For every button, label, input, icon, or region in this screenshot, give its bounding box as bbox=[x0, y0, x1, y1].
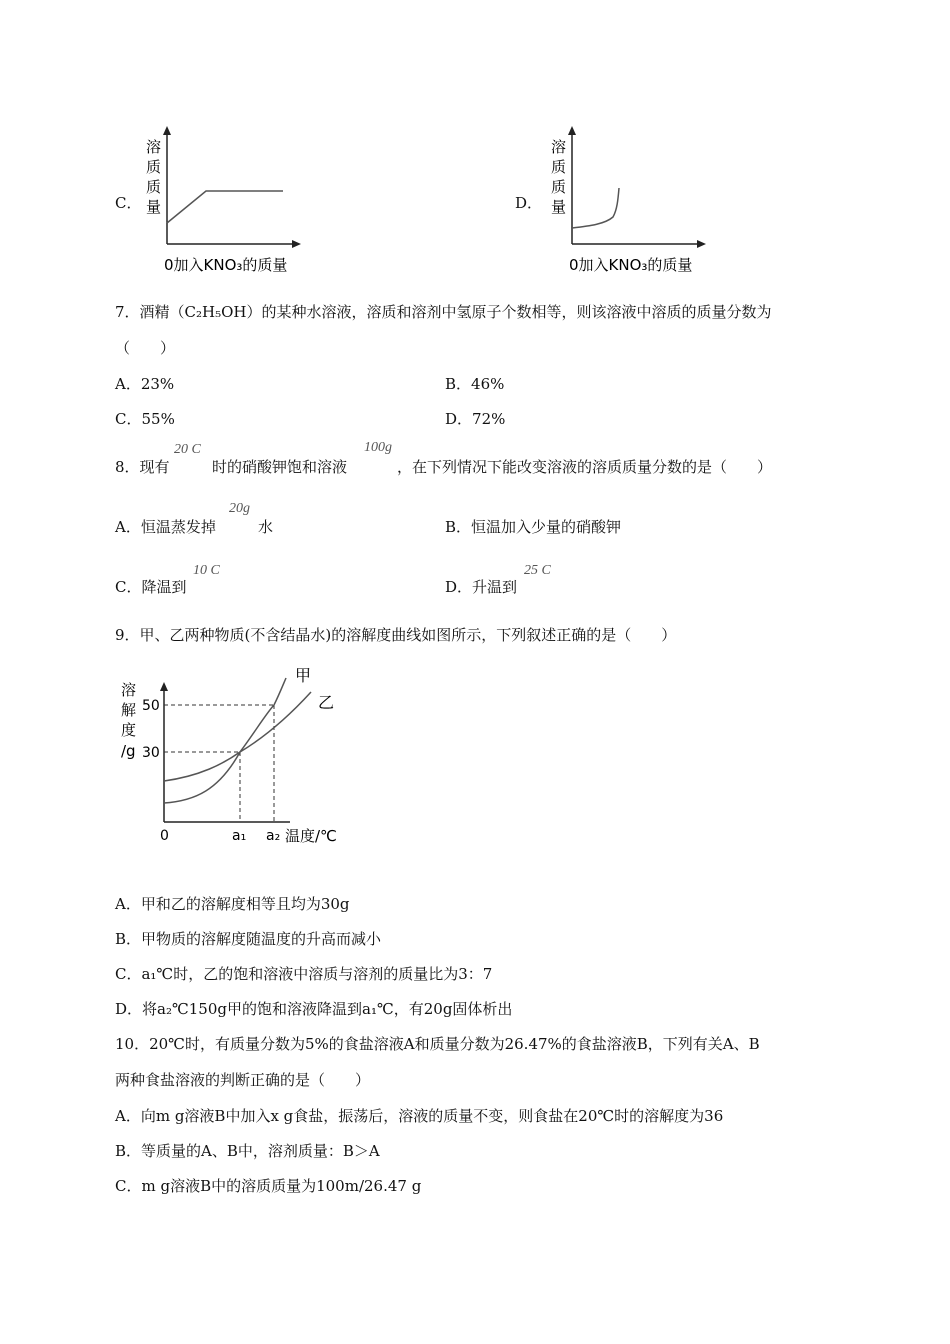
graph-d-ylabel-4: 量 bbox=[551, 198, 567, 216]
q9-option-a: A．甲和乙的溶解度相等且均为30g bbox=[115, 895, 350, 913]
q10-stem-2: 两种食盐溶液的判断正确的是（ ） bbox=[115, 1071, 371, 1089]
graph-d-x-arrow bbox=[697, 240, 706, 248]
chart-xtick-a1: a₁ bbox=[232, 828, 247, 844]
q9-stem: 9．甲、乙两种物质(不含结晶水)的溶解度曲线如图所示，下列叙述正确的是（ ） bbox=[115, 626, 677, 644]
q8-option-a-val: 20g bbox=[229, 501, 250, 516]
solubility-chart bbox=[115, 660, 355, 850]
q8-option-b: B．恒温加入少量的硝酸钾 bbox=[445, 518, 622, 536]
graph-d-curve bbox=[572, 188, 619, 228]
graph-c-curve bbox=[167, 191, 283, 223]
graph-c-ylabel-3: 质 bbox=[146, 178, 162, 196]
q8-stem-a: 8．现有 bbox=[115, 458, 170, 476]
graph-d-y-arrow bbox=[568, 126, 576, 135]
graph-d-ylabel-2: 质 bbox=[551, 158, 567, 176]
series-yi-label: 乙 bbox=[318, 693, 335, 712]
q7-option-c: C．55% bbox=[115, 410, 175, 428]
q10-stem: 10．20℃时，有质量分数为5%的食盐溶液A和质量分数为26.47%的食盐溶液B，下列有关A、B bbox=[115, 1035, 760, 1053]
graph-c-ylabel-4: 量 bbox=[146, 198, 162, 216]
chart-ylabel-1: 溶 bbox=[121, 681, 137, 699]
chart-origin: 0 bbox=[160, 828, 169, 844]
graph-d-ylabel-3: 质 bbox=[551, 178, 567, 196]
q10-option-b: B．等质量的A、B中，溶剂质量：B＞A bbox=[115, 1142, 380, 1160]
chart-ylabel-2: 解 bbox=[121, 701, 137, 719]
graph-c bbox=[140, 120, 320, 280]
q7-option-a: A．23% bbox=[115, 375, 175, 393]
chart-ylabel-3: 度 bbox=[121, 721, 137, 739]
q8-temp: 20 C bbox=[174, 442, 201, 457]
chart-y-arrow bbox=[160, 682, 168, 691]
graph-c-xlabel: 0加入KNO₃的质量 bbox=[164, 256, 288, 274]
q8-stem-c: ，在下列情况下能改变溶液的溶质质量分数的是（ ） bbox=[397, 458, 773, 476]
q7-option-b: B．46% bbox=[445, 375, 505, 393]
chart-ylabel-4: /g bbox=[121, 742, 136, 760]
series-jia-line bbox=[164, 678, 286, 803]
q7-blank: （ ） bbox=[115, 339, 176, 357]
q8-stem-b: 时的硝酸钾饱和溶液 bbox=[212, 458, 348, 476]
graph-c-y-arrow bbox=[163, 126, 171, 135]
q8-option-d-val: 25 C bbox=[524, 563, 551, 578]
q7-option-d: D．72% bbox=[445, 410, 506, 428]
chart-ytick-50: 50 bbox=[142, 698, 160, 714]
graph-c-ylabel-2: 质 bbox=[146, 158, 162, 176]
q9-option-d: D．将a₂℃150g甲的饱和溶液降温到a₁℃，有20g固体析出 bbox=[115, 1000, 513, 1018]
q8-option-a-post: 水 bbox=[258, 518, 274, 536]
q10-option-c: C．m g溶液B中的溶质质量为100m/26.47 g bbox=[115, 1177, 422, 1195]
graph-d-xlabel: 0加入KNO₃的质量 bbox=[569, 256, 693, 274]
series-jia-label: 甲 bbox=[295, 666, 312, 685]
q10-option-a: A．向m g溶液B中加入x g食盐，振荡后，溶液的质量不变，则食盐在20℃时的溶解度为36 bbox=[115, 1107, 724, 1125]
graph-d bbox=[545, 120, 725, 280]
q8-option-a-pre: A．恒温蒸发掉 bbox=[115, 518, 216, 536]
q7-stem: 7．酒精（C₂H₅OH）的某种水溶液，溶质和溶剂中氢原子个数相等，则该溶液中溶质的质量分数为 bbox=[115, 303, 772, 321]
q8-option-d-pre: D．升温到 bbox=[445, 578, 518, 596]
graph-c-ylabel-1: 溶 bbox=[146, 138, 162, 156]
graph-d-ylabel-1: 溶 bbox=[551, 138, 567, 156]
chart-xtick-a2: a₂ bbox=[266, 828, 281, 844]
q8-mass: 100g bbox=[364, 440, 392, 455]
option-d-label: D． bbox=[515, 194, 543, 212]
chart-xlabel: 温度/℃ bbox=[285, 827, 337, 845]
q9-option-b: B．甲物质的溶解度随温度的升高而减小 bbox=[115, 930, 382, 948]
graph-c-x-arrow bbox=[292, 240, 301, 248]
q8-option-c-pre: C．降温到 bbox=[115, 578, 187, 596]
chart-ytick-30: 30 bbox=[142, 745, 160, 761]
q8-option-c-val: 10 C bbox=[193, 563, 220, 578]
q9-option-c: C．a₁℃时，乙的饱和溶液中溶质与溶剂的质量比为3：7 bbox=[115, 965, 493, 983]
option-c-label: C． bbox=[115, 194, 142, 212]
